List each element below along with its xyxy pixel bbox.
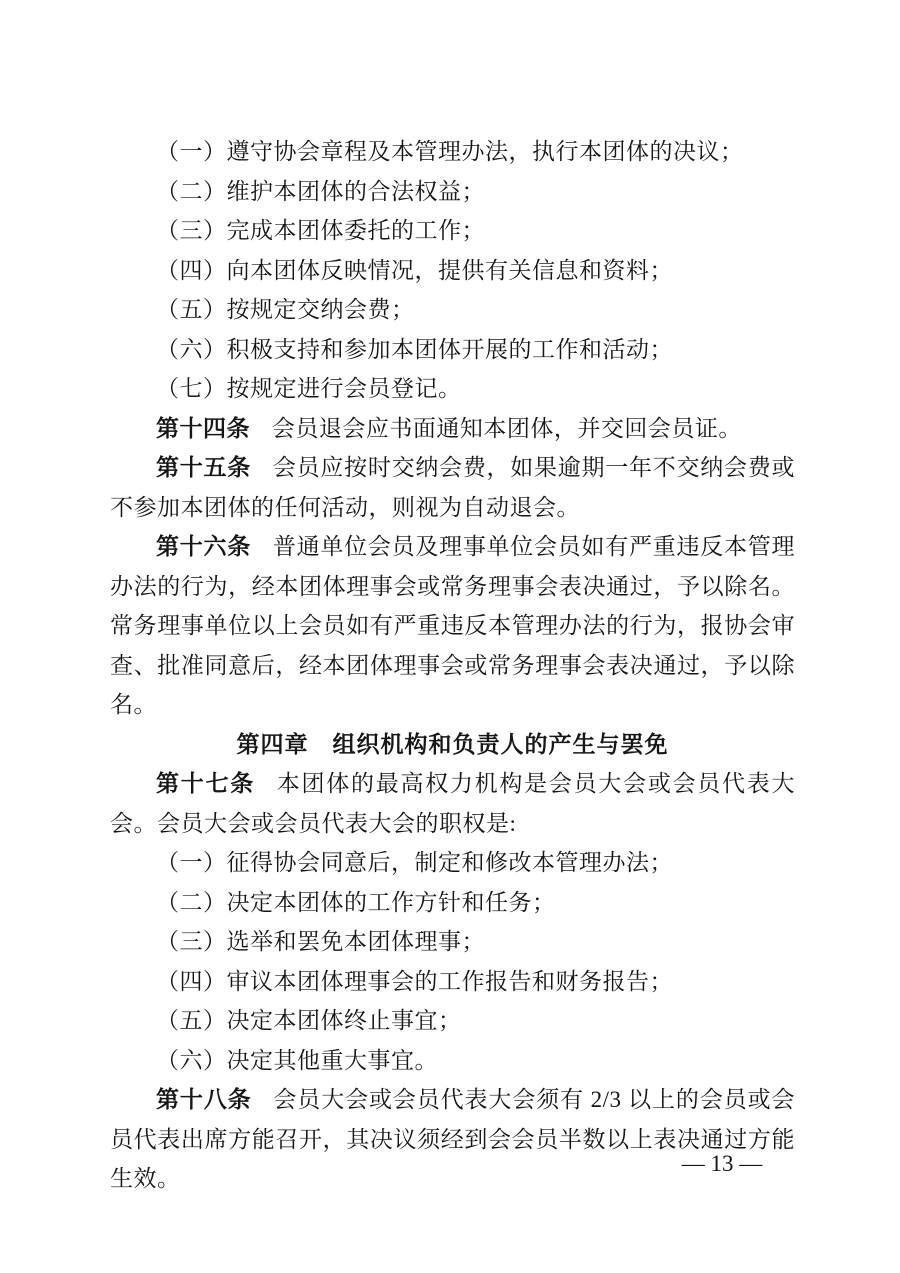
- obligation-item-7: （七）按规定进行会员登记。: [156, 376, 462, 401]
- document-body: [110, 132, 795, 1199]
- obligation-item-4: （四）向本团体反映情况，提供有关信息和资料；: [156, 257, 673, 283]
- power-item-3: （三）选举和罢免本团体理事；: [156, 929, 485, 954]
- power-item-6: （六）决定其他重大事宜。: [156, 1047, 438, 1073]
- article-16-text: 普通单位会员及理事单位会员如有严重违反本管理办法的行为，经本团体理事会或常务理事会表决通过，予以除名。常务理事单位以上会员如有严重违反本管理办法的行为，报协会审查、批准同意后，经本团体理事会或常务理事会表决通过，予以除名。: [110, 534, 796, 717]
- article-14-text: 会员退会应书面通知本团体，并交回会员证。: [271, 415, 742, 441]
- article-17-text: 本团体的最高权力机构是会员大会或会员代表大会。会员大会或会员代表大会的职权是:: [110, 771, 796, 836]
- power-item-2: （二）决定本团体的工作方针和任务；: [156, 889, 556, 915]
- article-18-number: 第十八条: [156, 1087, 252, 1112]
- obligation-item-2: （二）维护本团体的合法权益；: [156, 178, 485, 204]
- article-18-text: 会员大会或会员代表大会须有 2/3 以上的会员或会员代表出席方能召开，其决议须经到会会员半数以上表决通过方能生效。: [110, 1087, 795, 1191]
- chapter-4-heading: 第四章 组织机构和负责人的产生与罢免: [236, 730, 669, 757]
- article-17: [110, 764, 795, 843]
- page-number: — 13 —: [681, 1151, 763, 1176]
- article-15: [110, 448, 795, 527]
- article-16-number: 第十六条: [156, 534, 251, 559]
- article-14: [110, 409, 795, 449]
- power-item-5: （五）决定本团体终止事宜；: [156, 1008, 462, 1033]
- article-16: [110, 527, 795, 725]
- power-item-4: （四）审议本团体理事会的工作报告和财务报告；: [156, 968, 673, 994]
- obligation-item-5: （五）按规定交纳会费；: [156, 297, 415, 322]
- article-14-number: 第十四条: [156, 415, 250, 441]
- power-item-1: （一）征得协会同意后，制定和修改本管理办法；: [156, 850, 673, 875]
- article-15-number: 第十五条: [156, 455, 251, 480]
- obligation-item-1: （一）遵守协会章程及本管理办法，执行本团体的决议；: [156, 139, 744, 164]
- article-17-number: 第十七条: [156, 771, 255, 796]
- article-15-text: 会员应按时交纳会费，如果逾期一年不交纳会费或不参加本团体的任何活动，则视为自动退会。: [110, 455, 796, 520]
- obligation-item-6: （六）积极支持和参加本团体开展的工作和活动；: [156, 336, 673, 362]
- obligation-item-3: （三）完成本团体委托的工作；: [156, 218, 485, 243]
